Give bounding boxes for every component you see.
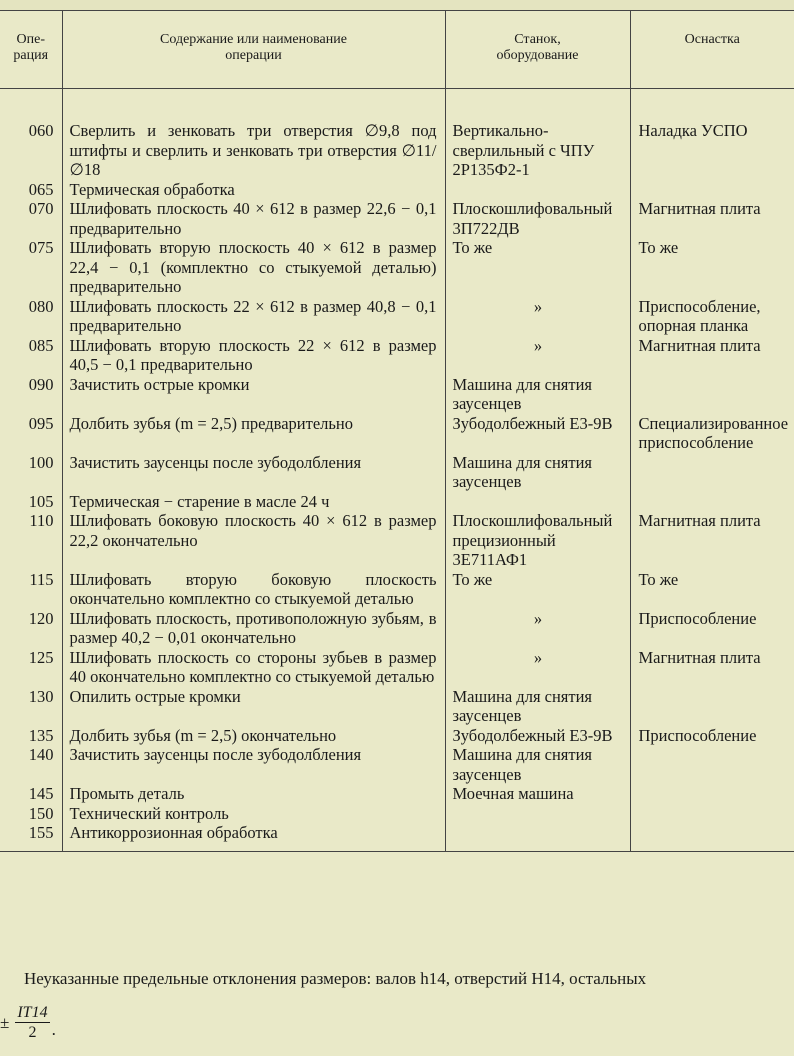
op-equipment: Приспособление [630, 609, 794, 648]
op-content: Шлифовать плоскость, противоположную зубьям, в размер 40,2 − 0,01 окончательно [62, 609, 445, 648]
op-equipment [630, 804, 794, 824]
op-equipment: Магнитная плита [630, 199, 794, 238]
op-number: 125 [28, 647, 54, 667]
table-row [0, 648, 794, 687]
op-equipment: Магнитная плита [630, 511, 794, 570]
fraction-numerator: IT14 [17, 1004, 48, 1021]
op-number: 070 [28, 199, 54, 218]
op-content: Шлифовать плоскость 40 × 612 в размер 22,6 − 0,1 предварительно [62, 199, 445, 238]
op-equipment [630, 453, 794, 492]
op-equipment: Магнитная плита [630, 336, 794, 375]
header-content: Содержание или наименование операции [62, 10, 445, 89]
op-content: Зачистить острые кромки [62, 375, 445, 414]
table-row [0, 492, 794, 512]
table-row [0, 570, 794, 609]
op-content: Термическая − старение в масле 24 ч [62, 492, 445, 512]
table-row [0, 784, 794, 804]
op-content: Антикоррозионная обработка [62, 823, 445, 851]
op-machine: Плоскошлифовальный 3П722ДВ [445, 199, 630, 238]
op-machine: Плоскошлифовальный прецизионный 3Е711АФ1 [445, 511, 630, 570]
op-content: Шлифовать вторую плоскость 40 × 612 в размер 22,4 − 0,1 (комплектно со стыкуемой деталью) предварительно [62, 238, 445, 297]
footnote [24, 968, 784, 989]
table-row [0, 121, 794, 180]
table-row [0, 609, 794, 648]
header-operation: Опе- рация [0, 10, 62, 89]
op-machine: » [445, 648, 630, 687]
op-equipment: То же [630, 238, 794, 297]
op-number: 085 [28, 335, 54, 355]
op-equipment: Магнитная плита [630, 648, 794, 687]
table-row [0, 804, 794, 824]
op-content: Промыть деталь [62, 784, 445, 804]
op-machine: Машина для снятия заусенцев [445, 453, 630, 492]
op-machine [445, 823, 630, 851]
op-equipment: Приспособление, опорная планка [630, 297, 794, 336]
op-number: 095 [28, 413, 54, 433]
fraction-denominator: 2 [28, 1024, 37, 1041]
op-equipment: То же [630, 570, 794, 609]
table-row [0, 745, 794, 784]
op-content: Опилить острые кромки [62, 687, 445, 726]
op-machine: Машина для снятия заусенцев [445, 687, 630, 726]
op-number: 075 [28, 238, 54, 257]
header-machine: Станок, оборудование [445, 10, 630, 89]
op-number: 065 [28, 179, 54, 199]
op-machine: Машина для снятия заусенцев [445, 745, 630, 784]
op-machine [445, 492, 630, 512]
op-equipment: Приспособление [630, 726, 794, 746]
table-row [0, 375, 794, 414]
table-row [0, 336, 794, 375]
table-row [0, 453, 794, 492]
op-machine: То же [445, 238, 630, 297]
table-row [0, 238, 794, 297]
op-number: 130 [28, 686, 54, 706]
table-row [0, 823, 794, 851]
table-row [0, 414, 794, 453]
op-content: Шлифовать вторую боковую плоскость окончательно комплектно со стыкуемой деталью [62, 570, 445, 609]
op-equipment: Специализированное приспособление [630, 414, 794, 453]
op-machine: Вертикально-сверлильный с ЧПУ 2Р135Ф2-1 [445, 121, 630, 180]
op-machine: » [445, 297, 630, 336]
op-equipment [630, 745, 794, 784]
op-number: 150 [28, 803, 54, 823]
fraction [15, 1003, 49, 1042]
table-row [0, 180, 794, 200]
spacer-row [0, 89, 794, 122]
op-machine [445, 180, 630, 200]
op-content: Зачистить заусенцы после зубодолбления [62, 745, 445, 784]
op-number: 080 [28, 296, 54, 316]
op-number: 135 [28, 725, 54, 745]
op-machine: Зубодолбежный Е3-9В [445, 726, 630, 746]
op-equipment [630, 492, 794, 512]
op-content: Термическая обработка [62, 180, 445, 200]
op-equipment [630, 687, 794, 726]
op-machine: То же [445, 570, 630, 609]
table-row [0, 297, 794, 336]
footnote-end: . [51, 1020, 56, 1039]
table-header-row [0, 10, 794, 89]
op-machine: Зубодолбежный Е3-9В [445, 414, 630, 453]
op-number: 105 [28, 491, 54, 511]
op-content: Шлифовать плоскость со стороны зубьев в размер 40 окончательно комплектно со стыкуемой деталью [62, 648, 445, 687]
op-equipment [630, 823, 794, 851]
op-equipment [630, 375, 794, 414]
plus-minus-sign: ± [0, 1013, 10, 1032]
table-row [0, 511, 794, 570]
op-content: Шлифовать плоскость 22 × 612 в размер 40,8 − 0,1 предварительно [62, 297, 445, 336]
op-machine: » [445, 609, 630, 648]
op-number: 115 [29, 569, 54, 589]
op-number: 110 [29, 511, 54, 530]
table-row [0, 726, 794, 746]
table-row [0, 687, 794, 726]
op-content: Долбить зубья (m = 2,5) предварительно [62, 414, 445, 453]
op-content: Технический контроль [62, 804, 445, 824]
op-equipment [630, 180, 794, 200]
op-number: 100 [28, 452, 54, 472]
footnote-formula [0, 1003, 56, 1042]
op-number: 090 [28, 374, 54, 394]
op-machine: » [445, 336, 630, 375]
table-row [0, 199, 794, 238]
op-machine: Моечная машина [445, 784, 630, 804]
op-number: 140 [28, 745, 54, 764]
op-number: 120 [28, 608, 54, 628]
op-number: 155 [0, 823, 62, 851]
op-number: 145 [28, 784, 54, 803]
op-content: Шлифовать боковую плоскость 40 × 612 в размер 22,2 окончательно [62, 511, 445, 570]
op-content: Сверлить и зенковать три отверстия ∅9,8 под штифты и сверлить и зенковать три отверстия ∅11/∅18 [62, 121, 445, 180]
header-equipment: Оснастка [630, 10, 794, 89]
op-equipment [630, 784, 794, 804]
operations-table [0, 10, 794, 852]
op-equipment: Наладка УСПО [630, 121, 794, 180]
op-number: 060 [28, 121, 54, 140]
op-machine [445, 804, 630, 824]
top-strip [0, 0, 794, 10]
op-content: Шлифовать вторую плоскость 22 × 612 в размер 40,5 − 0,1 предварительно [62, 336, 445, 375]
op-content: Долбить зубья (m = 2,5) окончательно [62, 726, 445, 746]
footnote-text: Неуказанные предельные отклонения размеров: валов h14, отверстий H14, остальных [24, 969, 647, 988]
op-content: Зачистить заусенцы после зубодолбления [62, 453, 445, 492]
op-machine: Машина для снятия заусенцев [445, 375, 630, 414]
